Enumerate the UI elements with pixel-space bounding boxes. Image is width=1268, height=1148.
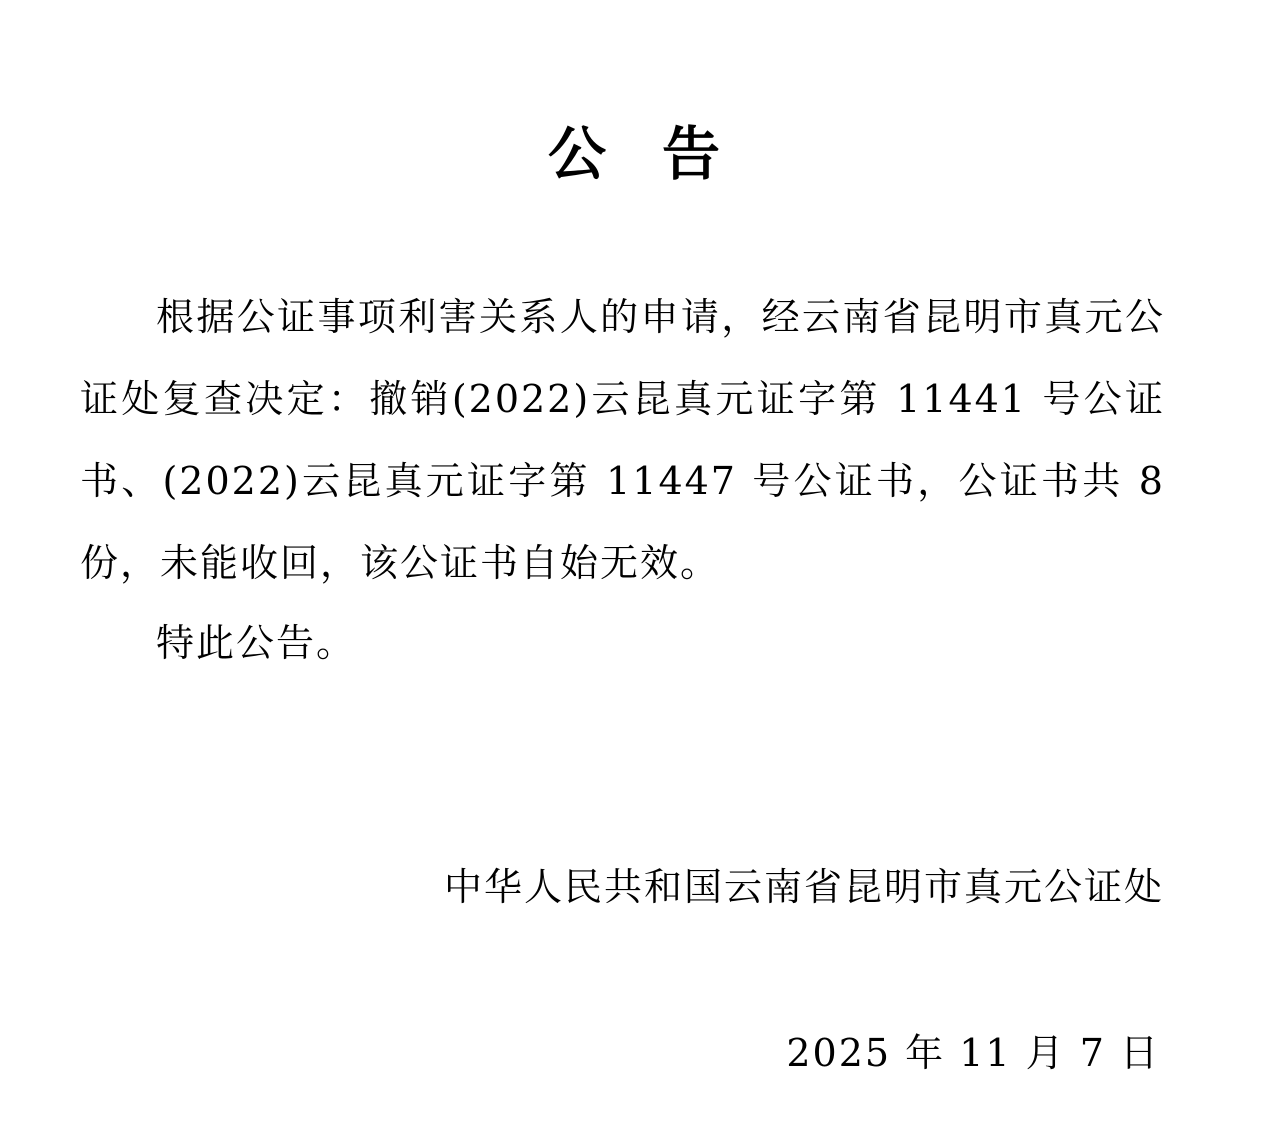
notice-body	[80, 276, 1165, 604]
issue-date: 2025 年 11 月 7 日	[786, 1031, 1160, 1075]
notice-title: 公告	[547, 120, 776, 188]
notice-closing: 特此公告。	[156, 621, 357, 665]
issuer-signature: 中华人民共和国云南省昆明市真元公证处	[443, 865, 1164, 909]
notice-body-paragraph: 根据公证事项利害关系人的申请，经云南省昆明市真元公证处复查决定：撤销(2022)云昆真元证字第 11441 号公证书、(2022)云昆真元证字第 11447 号公证书，公证书共 8 份，未能收回，该公证书自始无效。	[80, 295, 1165, 585]
